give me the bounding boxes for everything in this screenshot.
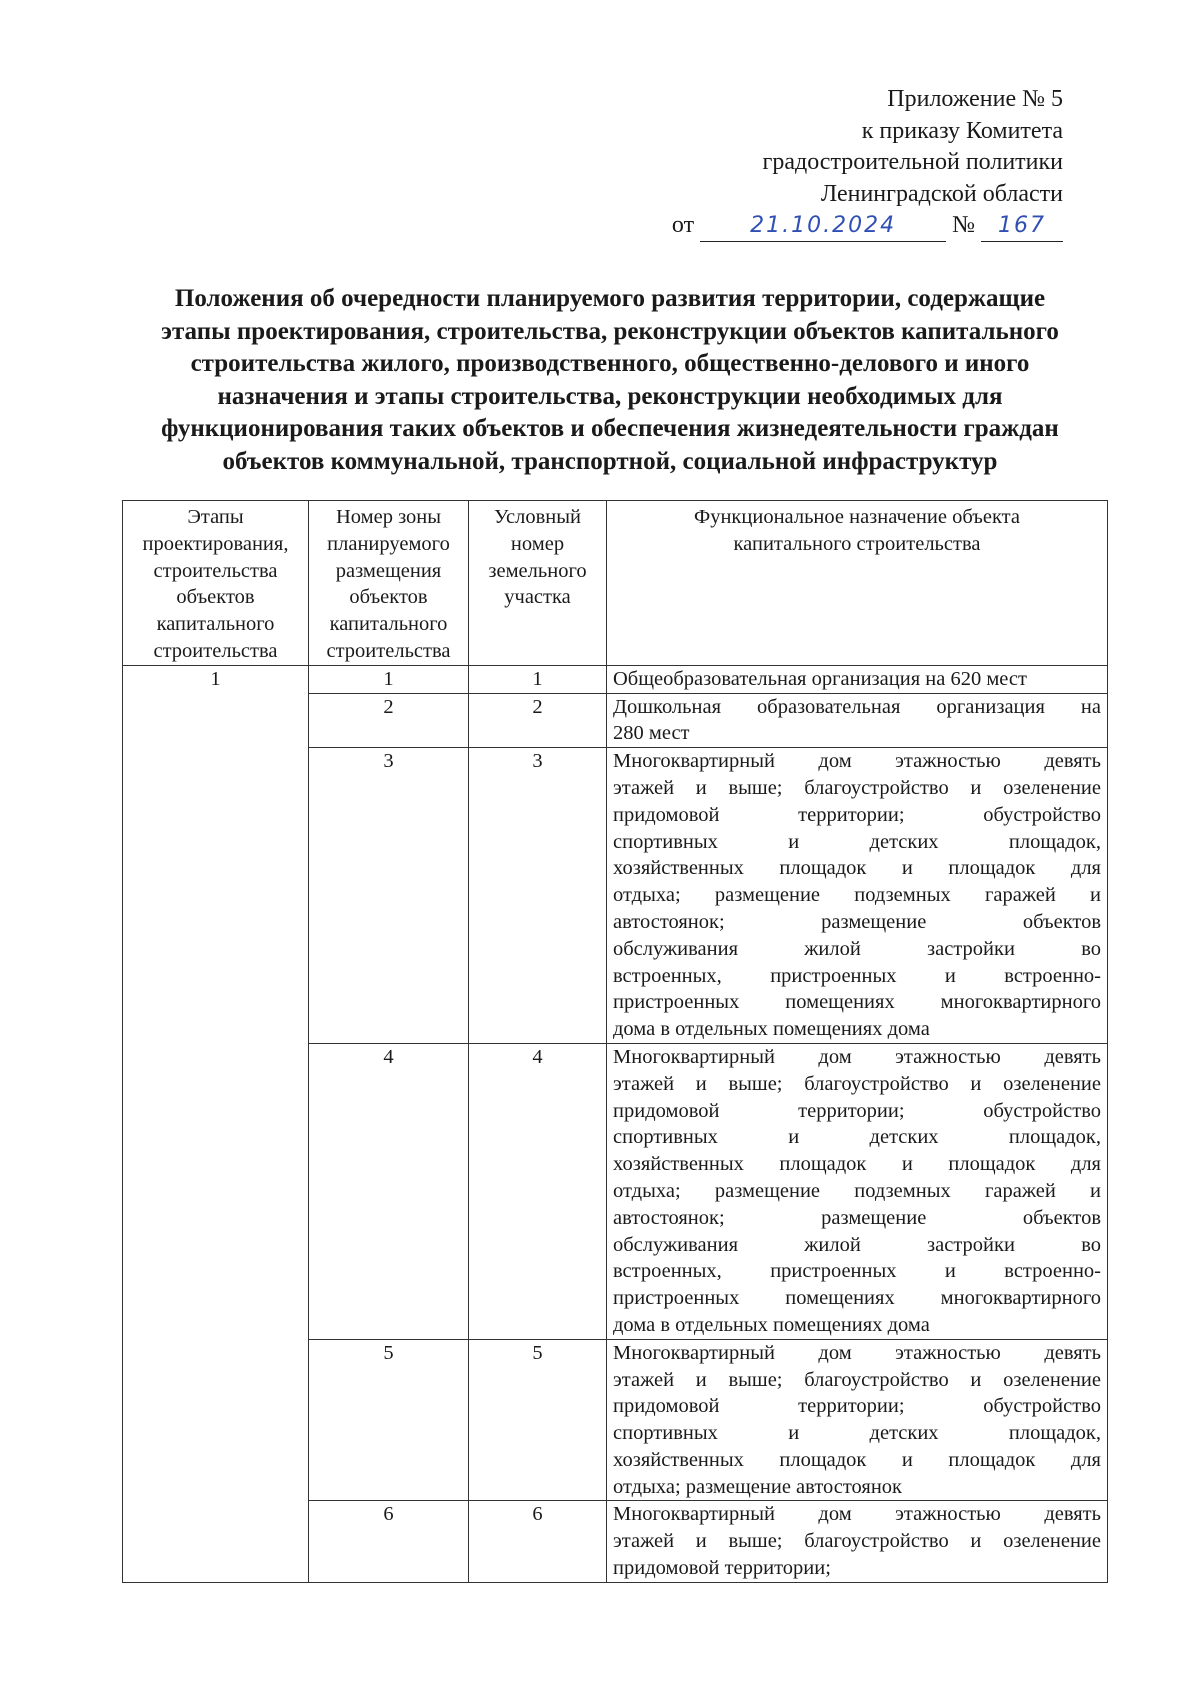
description-line: отдыха; размещение подземных гаражей и [613,1179,1101,1202]
header-line: строительства [326,639,451,662]
plot-number-cell: 1 [469,665,607,693]
description-line: обслуживания жилой застройки во [613,937,1101,960]
function-description-cell [607,693,1108,748]
handwritten-number: 167 [998,213,1046,238]
header-zone-number [309,501,469,666]
description-line: пристроенных помещениях многоквартирного [613,1287,1101,1310]
zone-number-cell: 4 [309,1043,469,1339]
document-title [110,283,1110,478]
header-line: Номер зоны [335,506,442,528]
description-line: обслуживания жилой застройки во [613,1233,1101,1256]
table-body [123,665,1108,1582]
table-row [123,665,1108,693]
description-line: спортивных и детских площадок, [613,1422,1101,1445]
header-function [607,501,1108,666]
from-label: от [671,212,695,238]
title-line: объектов коммунальной, транспортной, социальной инфраструктур [222,447,998,475]
description-line: Многоквартирный дом этажностью девять [613,1503,1101,1526]
header-line: капитального [156,613,275,636]
description-line: Общеобразовательная организация на 620 мест [613,667,1027,690]
order-date-number-line [672,210,1063,242]
description-line: хозяйственных площадок и площадок для [613,857,1101,880]
plot-number-cell: 4 [469,1043,607,1339]
document-header [672,84,1063,242]
description-line: Дошкольная образовательная организация на [613,695,1101,718]
header-stages [123,501,309,666]
description-line: придомовой территории; [613,1557,831,1580]
function-description-cell [607,1339,1108,1501]
stages-table [122,500,1108,1583]
committee-name: градостроительной политики [762,149,1063,175]
header-line: Условный [493,506,582,528]
order-reference: к приказу Комитета [861,117,1063,144]
stage-cell: 1 [123,665,309,1582]
description-line: спортивных и детских площадок, [613,1126,1101,1149]
zone-number-cell: 2 [309,693,469,748]
description-line: дома в отдельных помещениях дома [613,1018,930,1041]
title-line: этапы проектирования, строительства, реконструкции объектов капитального [161,317,1059,345]
header-line: капитального [329,613,448,636]
title-line: Положения об очередности планируемого развития территории, содержащие [174,285,1046,312]
description-line: этажей и выше; благоустройство и озеленение [613,1530,1101,1553]
description-line: отдыха; размещение подземных гаражей и [613,884,1101,907]
zone-number-cell: 1 [309,665,469,693]
description-line: спортивных и детских площадок, [613,830,1101,853]
header-line: объектов [349,586,428,609]
header-line: номер [510,532,565,555]
zone-number-cell: 5 [309,1339,469,1501]
function-description-cell [607,665,1108,693]
description-line: Многоквартирный дом этажностью девять [613,750,1101,773]
description-line: Многоквартирный дом этажностью девять [613,1045,1101,1068]
description-line: придомовой территории; обустройство [613,1395,1101,1418]
header-line: планируемого [327,532,450,555]
description-line: автостоянок; размещение объектов [613,1206,1101,1229]
title-line: функционирования таких объектов и обеспечения жизнедеятельности граждан [161,415,1059,442]
header-line: земельного [488,559,587,582]
header-line: участка [504,586,571,609]
title-line: строительства жилого, производственного, общественно-делового и иного [190,350,1030,377]
header-line: Функциональное назначение объекта [694,506,1020,528]
zone-number-cell: 6 [309,1501,469,1582]
header-line: строительства [153,639,278,662]
description-line: встроенных, пристроенных и встроенно- [613,964,1101,987]
date-blank [700,215,946,242]
header-line: капитального строительства [733,532,981,555]
description-line: Многоквартирный дом этажностью девять [613,1341,1101,1364]
appendix-number: Приложение № 5 [887,86,1063,112]
header-line: Этапы [187,506,244,528]
header-plot-number [469,501,607,666]
region-name: Ленинградской области [820,180,1063,207]
function-description-cell [607,1501,1108,1582]
number-label: № [952,212,975,238]
description-line: встроенных, пристроенных и встроенно- [613,1260,1101,1283]
handwritten-date: 21.10.2024 [750,213,897,238]
description-line: этажей и выше; благоустройство и озеленение [613,776,1101,799]
description-line: автостоянок; размещение объектов [613,910,1101,933]
description-line: 280 мест [613,722,690,745]
header-line: объектов [176,586,255,609]
description-line: дома в отдельных помещениях дома [613,1313,930,1336]
plot-number-cell: 2 [469,693,607,748]
description-line: отдыха; размещение автостоянок [613,1475,903,1498]
description-line: хозяйственных площадок и площадок для [613,1448,1101,1471]
number-blank [981,215,1063,242]
description-line: хозяйственных площадок и площадок для [613,1153,1101,1176]
function-description-cell [607,748,1108,1044]
plot-number-cell: 3 [469,748,607,1044]
description-line: пристроенных помещениях многоквартирного [613,991,1101,1014]
header-line: строительства [153,559,278,582]
plot-number-cell: 5 [469,1339,607,1501]
function-description-cell [607,1043,1108,1339]
description-line: придомовой территории; обустройство [613,803,1101,826]
title-line: назначения и этапы строительства, реконструкции необходимых для [217,382,1003,410]
description-line: этажей и выше; благоустройство и озеленение [613,1368,1101,1391]
plot-number-cell: 6 [469,1501,607,1582]
zone-number-cell: 3 [309,748,469,1044]
description-line: придомовой территории; обустройство [613,1099,1101,1122]
header-line: размещения [335,559,442,582]
table-header-row [123,501,1108,666]
header-line: проектирования, [142,532,289,555]
description-line: этажей и выше; благоустройство и озеленение [613,1072,1101,1095]
